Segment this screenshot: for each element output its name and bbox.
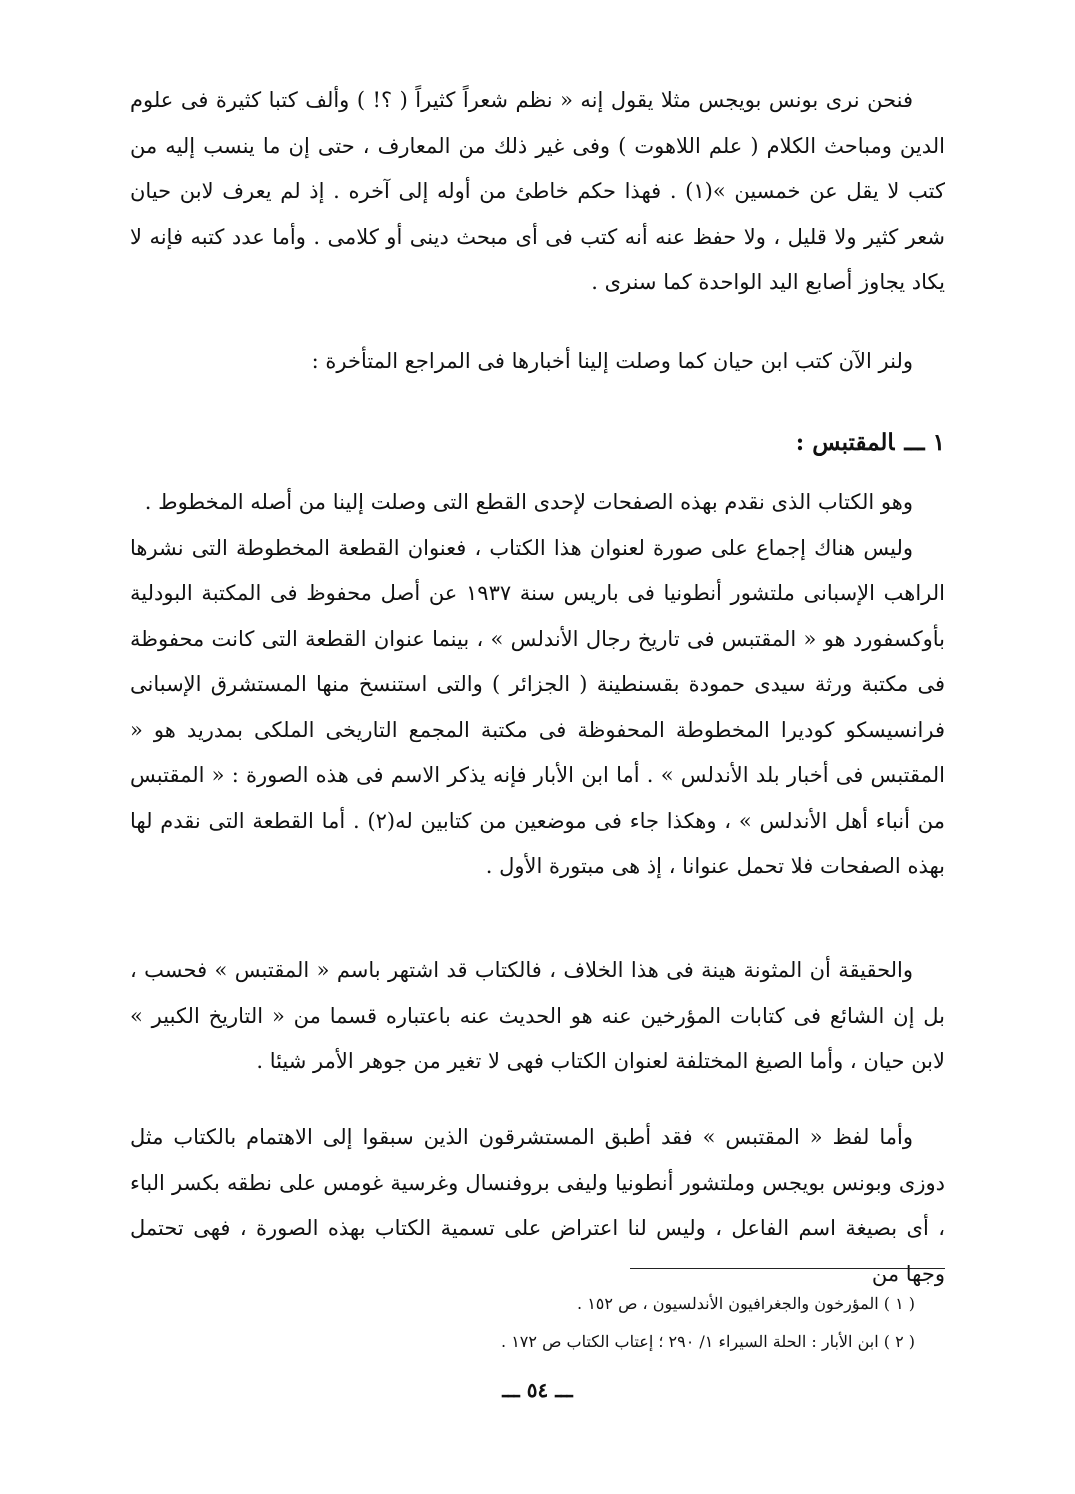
paragraph-text: وليس هناك إجماع على صورة لعنوان هذا الكتاب ، فعنوان القطعة المخطوطة التى نشرها الراهب الإسبانى ملتشور أنطونيا فى باريس سنة ١٩٣٧ عن أصل محفوظ فى المكتبة البودلية بأوكسفورد هو « المقتبس فى تاريخ رجال الأندلس » ، بينما عنوان القطعة التى كانت محفوظة فى مكتبة ورثة سيدى حمودة بقسنطينة ( الجزائر ) والتى استنسخ منها المستشرق الإسبانى فرانسيسكو كوديرا المخطوطة المحفوظة فى مكتبة المجمع التاريخى الملكى بمدريد هو « المقتبس فى أخبار بلد الأندلس » . أما ابن الأبار فإنه يذكر الاسم فى هذه الصورة : « المقتبس من أنباء أهل الأندلس » ، وهكذا جاء فى موضعين من كتابين له(٢) . أما القطعة التى نقدم لها بهذه الصفحات فلا تحمل عنوانا ، إذ هى مبتورة الأول .	[130, 535, 946, 878]
footnote: ( ١ ) المؤرخون والجغرافيون الأندلسيون ، ص ١٥٢ .	[577, 1294, 915, 1313]
paragraph-text: والحقيقة أن المثونة هينة فى هذا الخلاف ، فالكتاب قد اشتهر باسم « المقتبس » فحسب ، بل إن الشائع فى كتابات المؤرخين عنه هو الحديث عنه باعتباره قسما من « التاريخ الكبير » لابن حيان ، وأما الصيغ المختلفة لعنوان الكتاب فهى لا تغير من جوهر الأمر شيئا .	[130, 958, 945, 1073]
section-number: ١ ـــ	[904, 429, 945, 456]
section-title: المقتبس :	[795, 429, 895, 456]
paragraph	[130, 78, 945, 306]
paragraph-group	[130, 480, 945, 890]
page-number: ـــ ٥٤ ـــ	[502, 1378, 573, 1402]
footnote: ( ٢ ) ابن الأبار : الحلة السيراء ١/ ٢٩٠ ؛ إعتاب الكتاب ص ١٧٢ .	[501, 1332, 915, 1351]
section-heading	[796, 423, 945, 463]
paragraph	[130, 1115, 945, 1297]
paragraph	[130, 948, 945, 1085]
paragraph-text: فنحن نرى بونس بويجس مثلا يقول إنه « نظم شعراً كثيراً ( ؟! ) وألف كتبا كثيرة فى علوم الدين ومباحث الكلام ( علم اللاهوت ) وفى غير ذلك من المعارف ، حتى إن ما ينسب إليه من كتب لا يقل عن خمسين »(١) . فهذا حكم خاطئ من أوله إلى آخره . إذ لم يعرف لابن حيان شعر كثير ولا قليل ، ولا حفظ عنه أنه كتب فى أى مبحث دينى أو كلامى . وأما عدد كتبه فإنه لا يكاد يجاوز أصابع اليد الواحدة كما سنرى .	[130, 88, 945, 294]
paragraph-text: وهو الكتاب الذى نقدم بهذه الصفحات لإحدى القطع التى وصلت إلينا من أصله المخطوط .	[144, 490, 913, 514]
paragraph	[130, 339, 945, 385]
paragraph-text: ولنر الآن كتب ابن حيان كما وصلت إلينا أخبارها فى المراجع المتأخرة :	[311, 349, 913, 373]
paragraph-text: وأما لفظ « المقتبس » فقد أطبق المستشرقون الذين سبقوا إلى الاهتمام بالكتاب مثل دوزى وبونس بويجس وملتشور أنطونيا وليفى بروفنسال وغرسية غومس على نطقه بكسر الباء ، أى بصيغة اسم الفاعل ، وليس لنا اعتراض على تسمية الكتاب بهذه الصورة ، فهى تحتمل وجها من	[130, 1125, 945, 1286]
footnote-divider	[630, 1268, 945, 1269]
